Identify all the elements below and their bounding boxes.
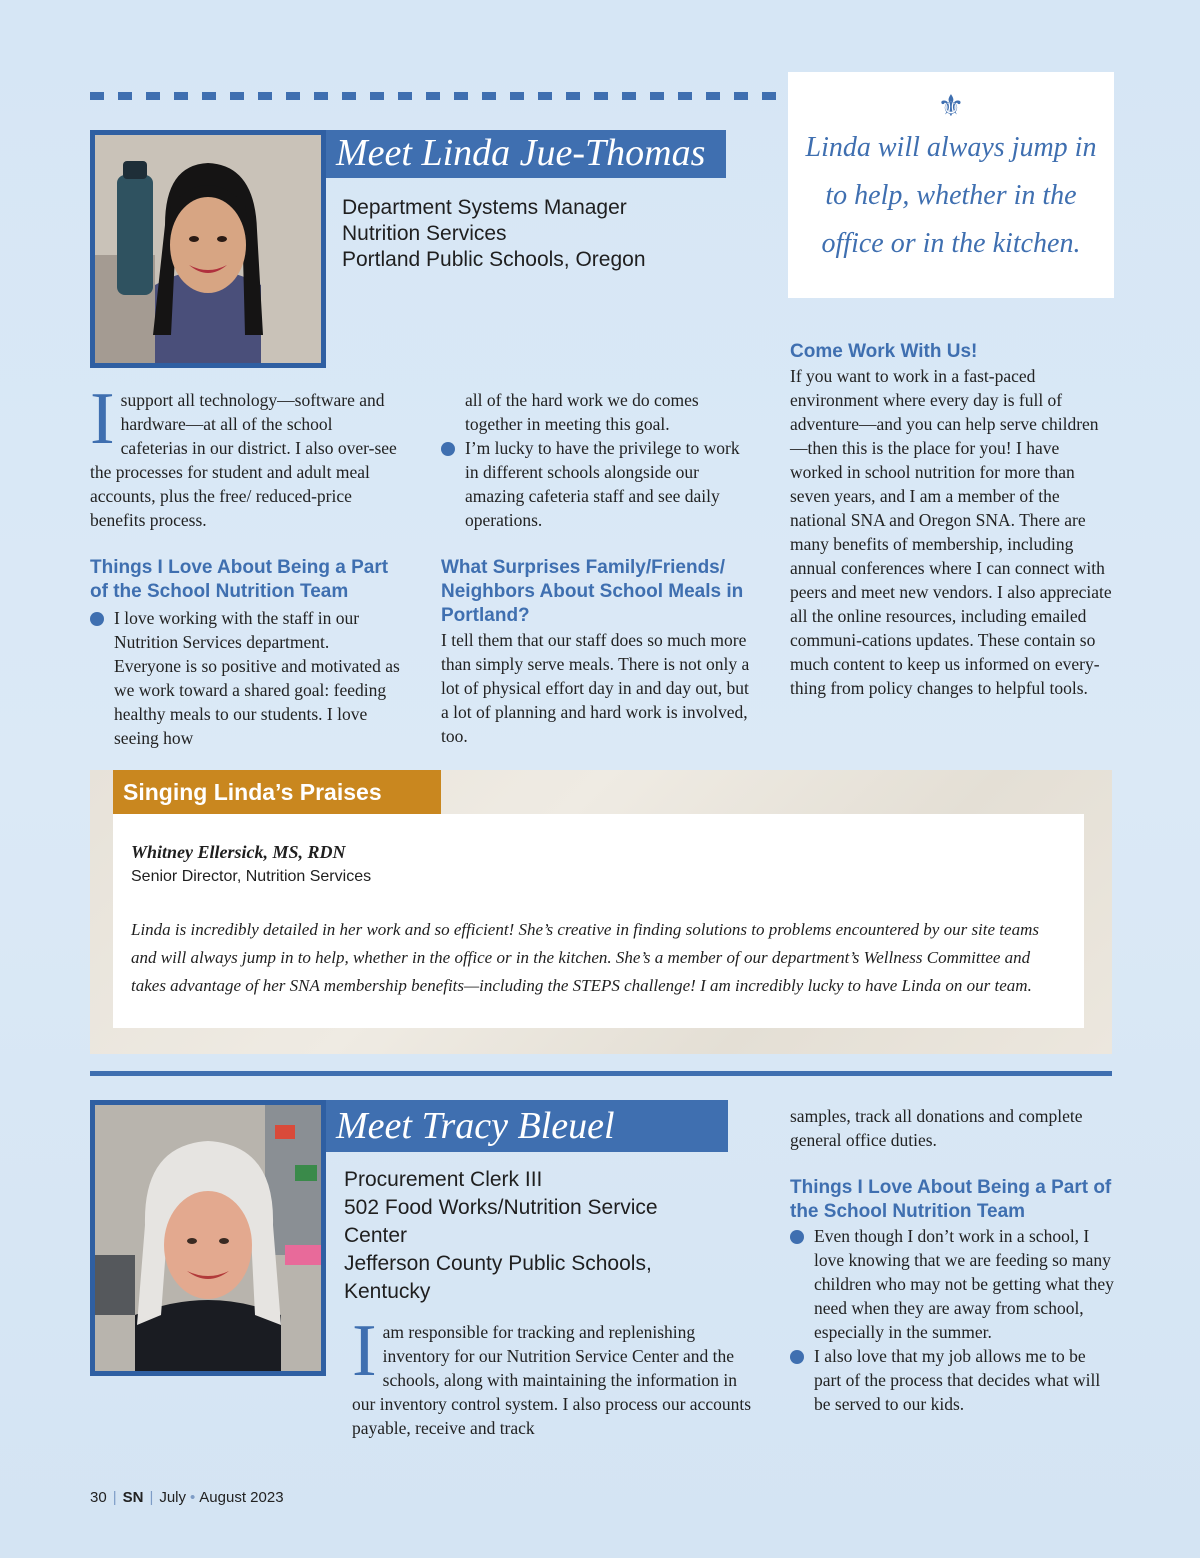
tracy-love-heading: Things I Love About Being a Part of the School Nutrition Team: [790, 1177, 1112, 1222]
linda-surprise-heading: What Surprises Family/Friends/ Neighbors About School Meals in Portland?: [441, 557, 744, 626]
pullquote-box: [788, 72, 1114, 298]
bullet-dot-icon: [790, 1350, 804, 1364]
linda-love-bullet: [90, 606, 400, 750]
tracy-role-line: Procurement Clerk III: [344, 1168, 543, 1191]
section-divider: [90, 1071, 1112, 1076]
praise-tab: Singing Linda’s Praises: [113, 770, 441, 814]
linda-intro-text: support all technology—software and hardware—at all of the school cafeterias in our district. I also over-see the processes for student and adult meal accounts, plus the free/ reduced-price benefits process.: [90, 390, 397, 530]
tracy-love-bullet: [790, 1224, 1114, 1344]
issue-date: August 2023: [199, 1489, 284, 1506]
tracy-role-line: Kentucky: [344, 1280, 431, 1303]
linda-column-3: [790, 340, 1114, 700]
linda-intro: [90, 388, 400, 532]
linda-love-bullet-continued: all of the hard work we do comes together in meeting this goal.: [465, 390, 699, 434]
linda-love-bullet-text: I’m lucky to have the privilege to work in different schools alongside our amazing cafeteria staff and see daily operations.: [465, 438, 740, 530]
tracy-love-bullet: [790, 1344, 1114, 1416]
linda-surprise-text: I tell them that our staff does so much more than simply serve meals. There is not only a lot of physical effort day in and day out, but a lot of planning and hard work is involved, too.: [441, 630, 750, 746]
page-footer: 30 | SN | July • August 2023: [90, 1489, 284, 1506]
magazine-name: SN: [122, 1489, 144, 1506]
tracy-column-3: [790, 1104, 1114, 1416]
linda-role-block: [342, 195, 742, 273]
linda-love-bullet-text: I love working with the staff in our Nutrition Services department. Everyone is so positive and motivated as we work toward a shared goal: feeding healthy meals to our students. I love seeing how: [114, 608, 400, 748]
bullet-dot-icon: [441, 442, 455, 456]
tracy-role-block: [344, 1166, 754, 1306]
linda-work-text: If you want to work in a fast-paced environment where every day is full of adventure—and you can help serve children—then this is the place for you! I have worked in school nutrition for more than seven years, and I am a member of the national SNA and Oregon SNA. There are many benefits of membership, including annual conferences where I can connect with peers and meet new vendors. I also appreciate all the online resources, including emailed communi-cations updates. These contain so much content to keep us informed on every-thing from policy changes to helpful tools.: [790, 366, 1112, 698]
linda-love-bullet: [441, 436, 756, 532]
tracy-role-line: Center: [344, 1224, 408, 1247]
linda-column-2: [441, 388, 756, 748]
praise-author: Whitney Ellersick, MS, RDN: [131, 842, 346, 862]
praise-quote: Linda is incredibly detailed in her work and so efficient! She’s creative in finding solutions to problems encountered by our site teams and will always jump in to help, whether in the office or in the kitchen. She’s a member of our department’s Wellness Committee and takes advantage of her SNA membership benefits—including the STEPS challenge! I am incredibly lucky to have Linda on our team.: [131, 920, 1039, 995]
issue-month: July: [159, 1489, 187, 1506]
tracy-love-bullet-text: I also love that my job allows me to be part of the process that decides what will be served to our kids.: [814, 1346, 1101, 1414]
linda-love-heading: Things I Love About Being a Part of the School Nutrition Team: [90, 557, 389, 602]
bullet-dot-icon: [790, 1230, 804, 1244]
bullet-dot-icon: [90, 612, 104, 626]
linda-name: Meet Linda Jue-Thomas: [336, 132, 706, 174]
tracy-role-line: Jefferson County Public Schools,: [344, 1252, 652, 1275]
tracy-name: Meet Tracy Bleuel: [336, 1105, 615, 1147]
dropcap: I: [352, 1320, 377, 1392]
linda-role-line: Department Systems Manager: [342, 196, 627, 219]
tracy-portrait-illustration: [95, 1105, 321, 1371]
linda-portrait-illustration: [95, 135, 321, 363]
praise-author-title: Senior Director, Nutrition Services: [131, 868, 372, 885]
tracy-intro-continued: samples, track all donations and complete general office duties.: [790, 1106, 1083, 1150]
praise-card: [113, 814, 1084, 1028]
tracy-love-bullet-text: Even though I don’t work in a school, I love knowing that we are feeding so many children who may not be getting what they need when they are away from school, especially in the summer.: [814, 1226, 1114, 1342]
page-number: 30: [90, 1489, 107, 1506]
linda-column-1: [90, 388, 400, 750]
tracy-intro: [352, 1320, 756, 1440]
tracy-intro-text: am responsible for tracking and replenishing inventory for our Nutrition Service Center and the schools, along with maintaining the information in our inventory control system. I also process our accounts payable, receive and track: [352, 1322, 752, 1438]
linda-name-banner: [326, 130, 726, 178]
tracy-photo: [90, 1100, 326, 1376]
dashed-divider: [90, 92, 790, 100]
tracy-name-banner: [326, 1100, 728, 1152]
linda-role-line: Portland Public Schools, Oregon: [342, 248, 646, 271]
linda-photo: [90, 130, 326, 368]
pullquote-text: Linda will always jump in to help, whether in the office or in the kitchen.: [805, 132, 1097, 259]
fleur-de-lis-icon: ⚜: [937, 90, 965, 123]
linda-role-line: Nutrition Services: [342, 222, 507, 245]
linda-work-heading: Come Work With Us!: [790, 341, 978, 362]
dropcap: I: [90, 388, 115, 460]
tracy-role-line: 502 Food Works/Nutrition Service: [344, 1196, 658, 1219]
